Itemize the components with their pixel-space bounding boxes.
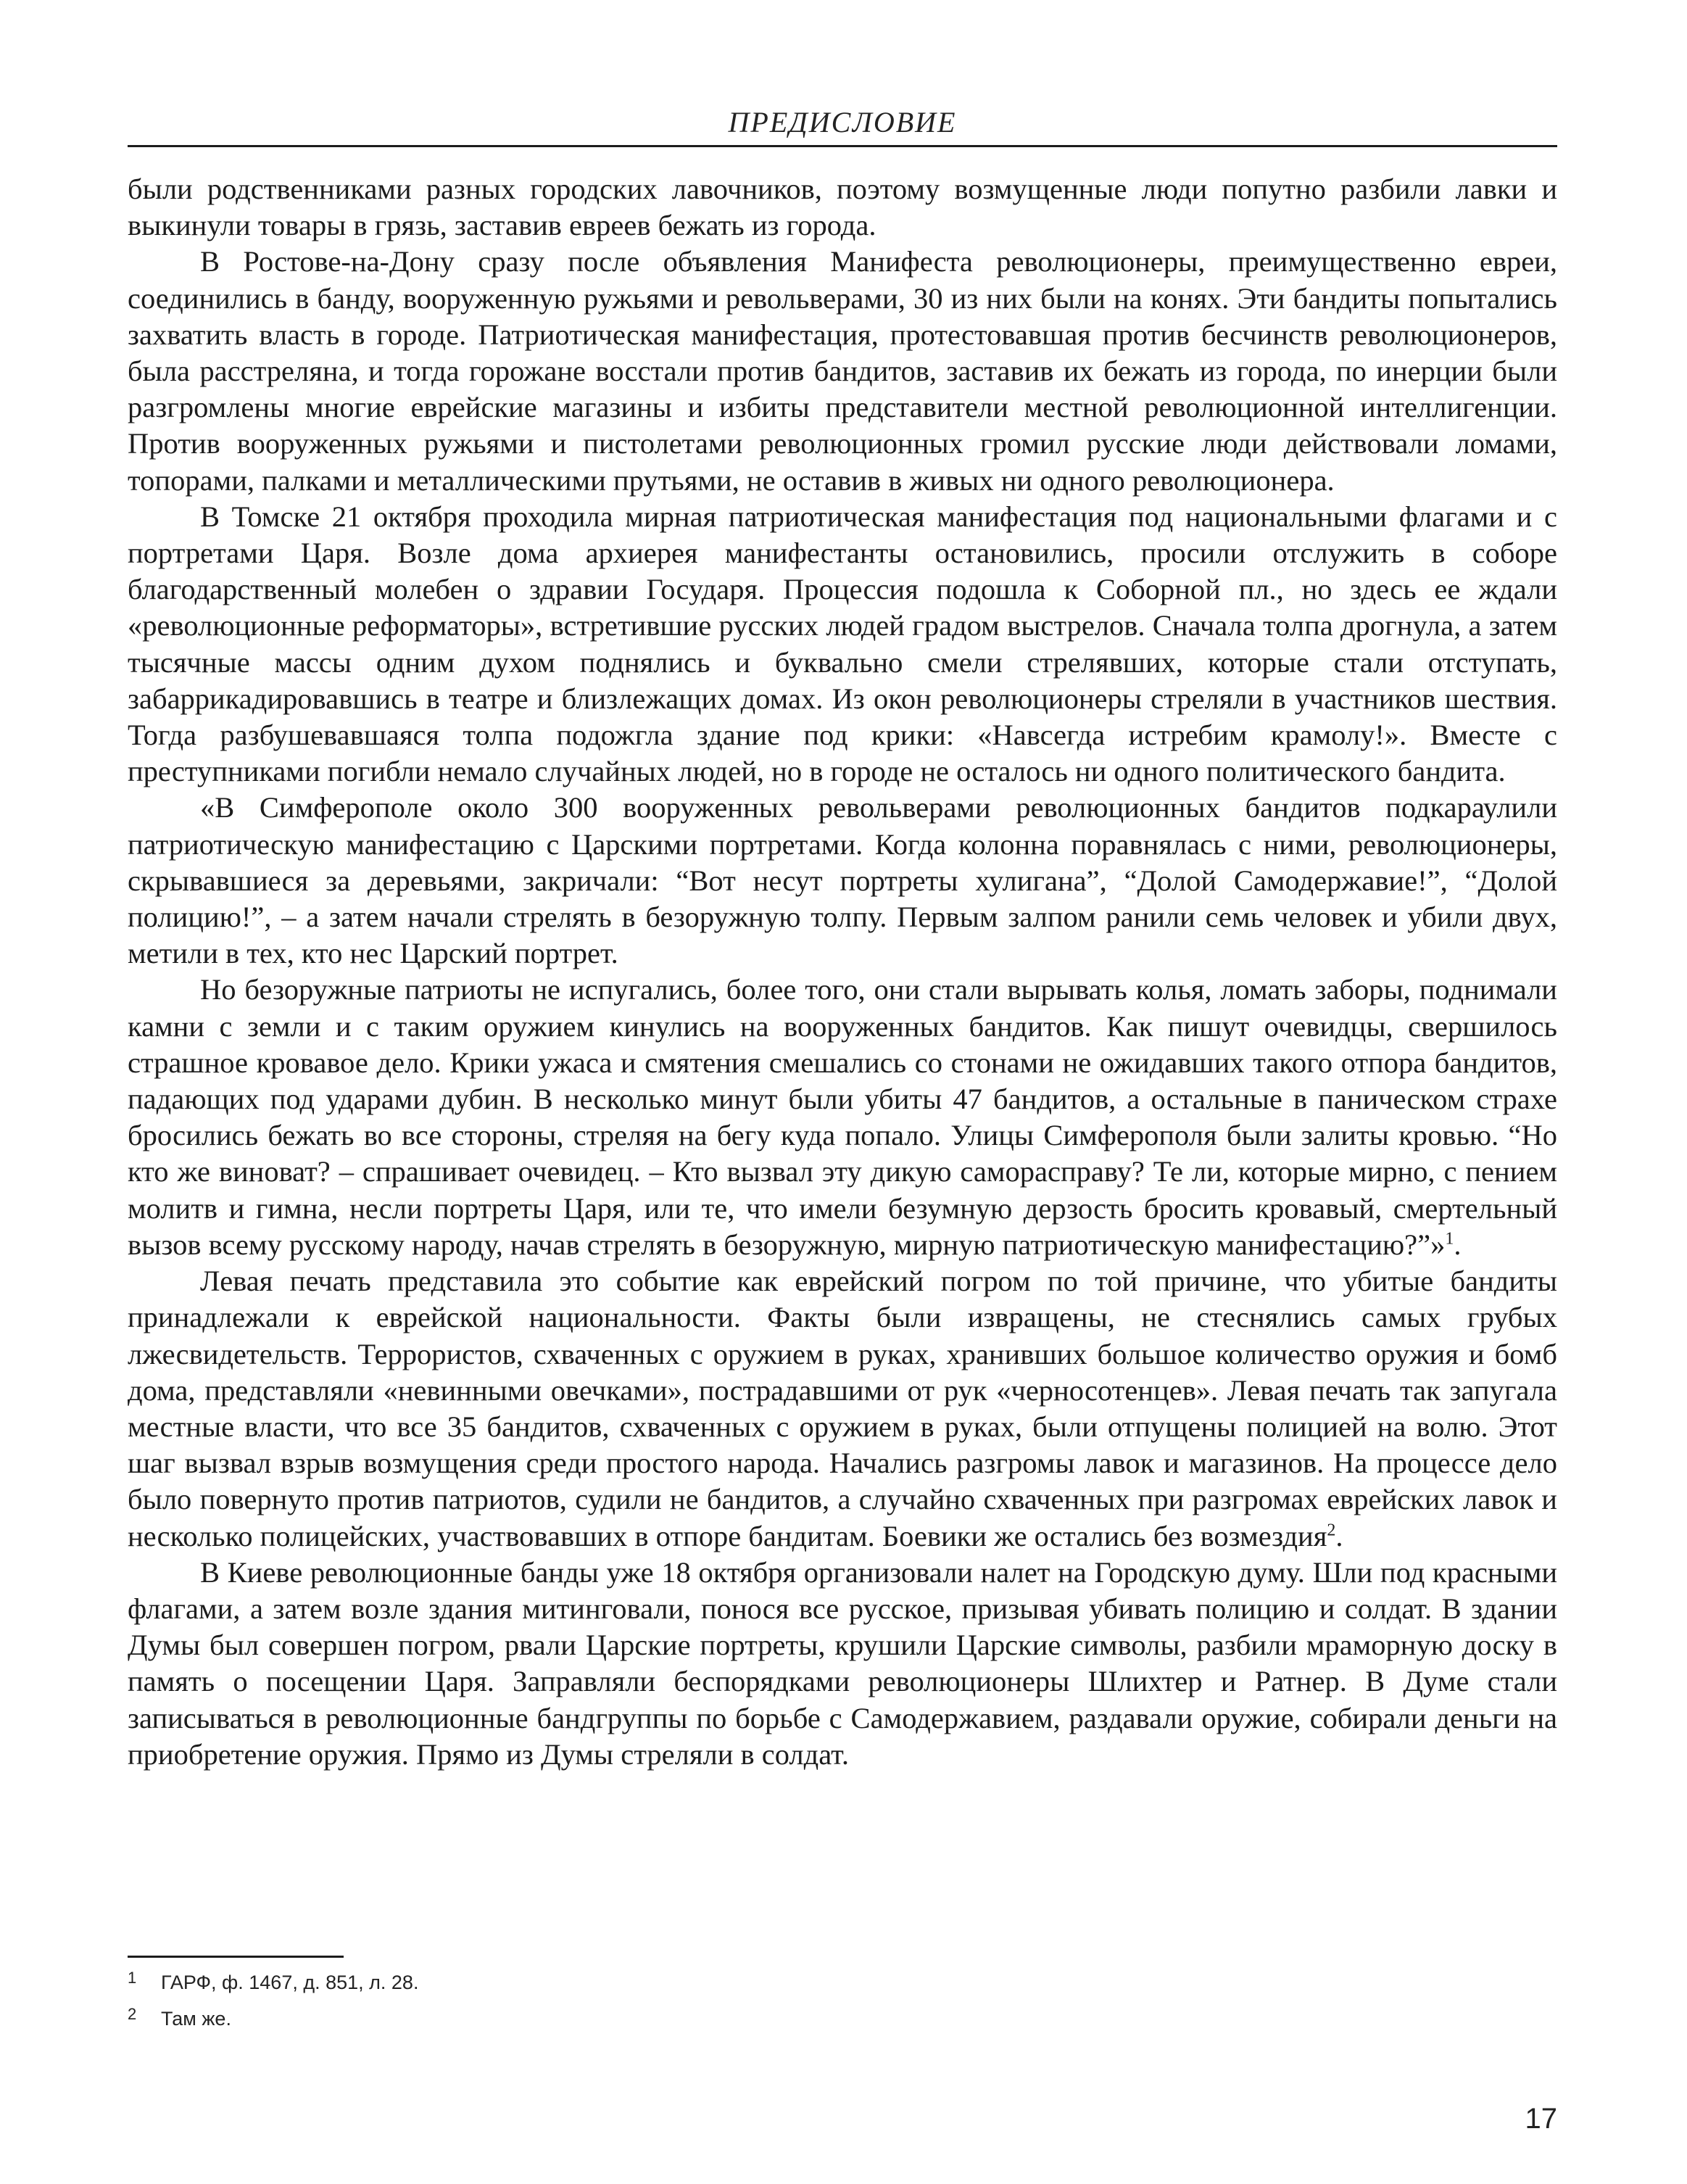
paragraph-tail: . xyxy=(1454,1228,1462,1261)
body-text xyxy=(128,171,1557,1773)
page-number: 17 xyxy=(1525,2103,1557,2135)
footnote-mark: 2 xyxy=(128,2005,137,2023)
paragraph xyxy=(128,1263,1557,1555)
paragraph-text: Но безоружные патриоты не испугались, более того, они стали вырывать колья, ломать заборы, поднимали камни с земли и с таким оружием кинулись на вооруженных бандитов. Как пишут очевидцы, свершилось страшное кровавое дело. Крики ужаса и смятения смешались со стонами не ожидавших такого отпора бандитов, падающих под ударами дубин. В несколько минут были убиты 47 бандитов, а остальные в паническом страхе бросились бежать во все стороны, стреляя на бегу куда попало. Улицы Симферополя были залиты кровью. “Но кто же виноват? – спрашивает очевидец. – Кто вызвал эту дикую саморасправу? Те ли, которые мирно, с пением молитв и гимна, несли портреты Царя, или те, что имели безумную дерзость бросить кровавый, смертельный вызов всему русскому народу, начав стрелять в безоружную, мирную патриотическую манифестацию?”» xyxy=(128,973,1557,1261)
footnote xyxy=(128,1965,418,1995)
footnote-mark: 1 xyxy=(128,1969,137,1987)
header-rule xyxy=(128,145,1557,147)
running-header: ПРЕДИСЛОВИЕ xyxy=(728,106,957,138)
footnote-text: Там же. xyxy=(161,2008,231,2030)
footnote xyxy=(128,2001,231,2032)
paragraph: В Томске 21 октября проходила мирная патриотическая манифестация под национальными флагами и с портретами Царя. Возле дома архиерея манифестанты остановились, просили отслужить в соборе благодарственный молебен о здравии Государя. Процессия подошла к Соборной пл., но здесь ее ждали «революционные реформаторы», встретившие русских людей градом выстрелов. Сначала толпа дрогнула, а затем тысячные массы одним духом поднялись и буквально смели стрелявших, которые стали отступать, забаррикадировавшись в театре и близлежащих домах. Из окон революционеры стреляли в участников шествия. Тогда разбушевавшаяся толпа подожгла здание под крики: «Навсегда истребим крамолу!». Вместе с преступниками погибли немало случайных людей, но в городе не осталось ни одного политического бандита. xyxy=(128,500,1557,788)
footnote-ref[interactable]: 1 xyxy=(1445,1229,1454,1249)
paragraph: «В Симферополе около 300 вооруженных револьверами революционных бандитов подкараулили патриотическую манифестацию с Царскими портретами. Когда колонна поравнялась с ними, революционеры, скрывавшиеся за деревьями, закричали: “Вот несут портреты хулигана”, “Долой Самодержавие!”, “Долой полицию!”, – а затем начали стрелять в безоружную толпу. Первым залпом ранили семь человек и убили двух, метили в тех, кто нес Царский портрет. xyxy=(128,791,1557,970)
paragraph: были родственниками разных городских лавочников, поэтому возмущенные люди попутно разбили лавки и выкинули товары в грязь, заставив евреев бежать из города. xyxy=(128,173,1557,242)
footnote-ref[interactable]: 2 xyxy=(1327,1521,1336,1540)
paragraph xyxy=(128,972,1557,1263)
paragraph: В Ростове-на-Дону сразу после объявления Манифеста революционеры, преимущественно евреи, соединились в банду, вооруженную ружьями и револьверами, 30 из них были на конях. Эти бандиты попытались захватить власть в городе. Патриотическая манифестация, протестовавшая против бесчинств революционеров, была расстреляна, и тогда горожане восстали против бандитов, заставив их бежать из города, по инерции были разгромлены многие еврейские магазины и избиты представители местной революционной интеллигенции. Против вооруженных ружьями и пистолетами революционных громил русские люди действовали ломами, топорами, палками и металлическими прутьями, не оставив в живых ни одного революционера. xyxy=(128,245,1557,497)
paragraph-text: Левая печать представила это событие как еврейский погром по той причине, что убитые бандиты принадлежали к еврейской национальности. Факты были извращены, не стеснялись самых грубых лжесвидетельств. Террористов, схваченных с оружием в руках, хранивших большое количество оружия и бомб дома, представляли «невинными овечками», пострадавшими от рук «черносотенцев». Левая печать так запугала местные власти, что все 35 бандитов, схваченных с оружием в руках, были отпущены полицией на волю. Этот шаг вызвал взрыв возмущения среди простого народа. Начались разгромы лавок и магазинов. На процессе дело было повернуто против патриотов, судили не бандитов, а случайно схваченных при разгромах еврейских лавок и несколько полицейских, участвовавших в отпоре бандитам. Боевики же остались без возмездия xyxy=(128,1265,1557,1552)
footnote-rule xyxy=(128,1956,344,1958)
paragraph-tail: . xyxy=(1335,1519,1343,1552)
footnote-text: ГАРФ, ф. 1467, д. 851, л. 28. xyxy=(161,1972,419,1993)
paragraph: В Киеве революционные банды уже 18 октября организовали налет на Городскую думу. Шли под красными флагами, а затем возле здания митинговали, понося все русское, призывая убивать полицию и солдат. В здании Думы был совершен погром, рвали Царские портреты, крушили Царские символы, разбили мраморную доску в память о посещении Царя. Заправляли беспорядками революционеры Шлихтер и Ратнер. В Думе стали записываться в революционные бандгруппы по борьбе с Самодержавием, раздавали оружие, собирали деньги на приобретение оружия. Прямо из Думы стреляли в солдат. xyxy=(128,1555,1557,1771)
